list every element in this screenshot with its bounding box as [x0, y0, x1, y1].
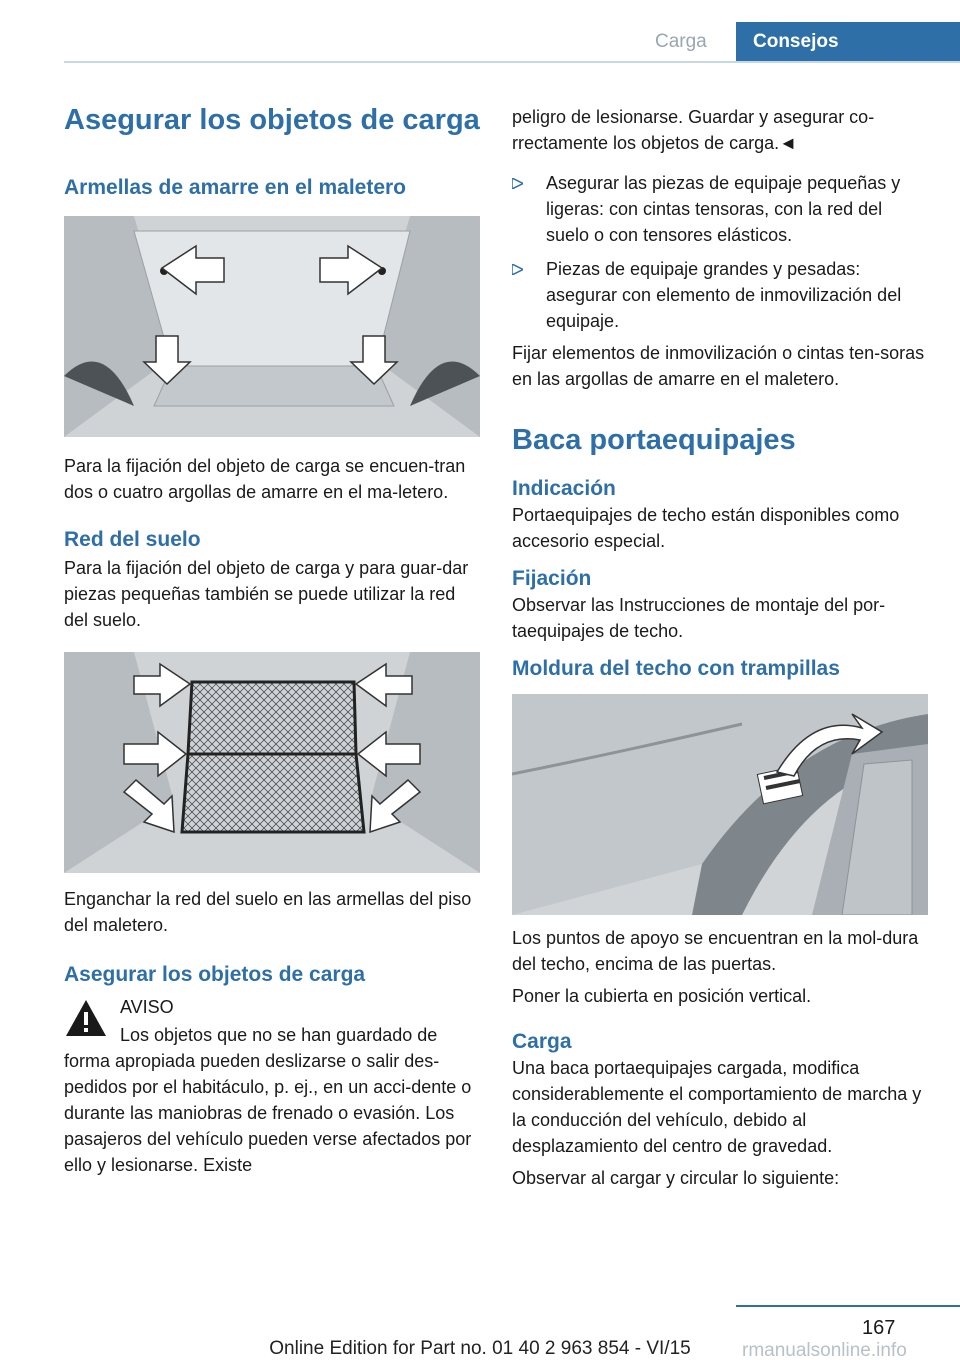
watermark: rmanualsonline.info — [742, 1340, 907, 1361]
subtitle-securing-objects: Asegurar los objetos de carga — [64, 963, 366, 986]
paragraph-observe: Observar al cargar y circular lo siguiente: — [512, 1168, 840, 1188]
roof-moulding-figure — [512, 694, 928, 915]
subtitle-load: Carga — [512, 1030, 572, 1053]
section-label: Carga — [655, 31, 707, 52]
bullet-item: Asegurar las piezas de equipaje pequeñas y ligeras: con cintas tensoras, con la red del suelo o con tensores elásticos. — [512, 170, 928, 248]
header-rule — [64, 61, 960, 63]
paragraph-note: Portaequipajes de techo están disponibles como accesorio especial. — [512, 505, 900, 551]
bullet-item: Piezas de equipaje grandes y pesadas: asegurar con elemento de inmovilización del equipaje. — [512, 256, 928, 334]
page-number: 167 — [862, 1317, 896, 1339]
section-title: Asegurar los objetos de carga — [64, 104, 480, 136]
warning-continuation: peligro de lesionarse. Guardar y asegurar co‐rrectamente los objetos de carga.◄ — [512, 107, 875, 153]
paragraph-support-points: Los puntos de apoyo se encuentran en la mol‐dura del techo, encima de las puertas. — [512, 928, 919, 974]
warning-block — [64, 994, 480, 1048]
subtitle-fixing: Fijación — [512, 567, 592, 590]
page-header — [0, 0, 960, 62]
paragraph-hook-net: Enganchar la red del suelo en las armellas del piso del maletero. — [64, 889, 472, 935]
chapter-tab: Consejos — [736, 22, 960, 62]
warning-text: Los objetos que no se han guardado de forma apropiada pueden deslizarse o salir des‐pedidos por el habitáculo, p. ej., en un acci‐dente o durante las maniobras de frenado o evasión. Los pasajeros del vehículo pueden verse afectados por ello y lesionarse. Existe — [64, 1025, 472, 1175]
subtitle-floor-net: Red del suelo — [64, 528, 201, 551]
paragraph-load: Una baca portaequipajes cargada, modifica considerablemente el comportamiento de marcha y la conducción del vehículo, debido al desplazamiento del centro de gravedad. — [512, 1058, 922, 1156]
section-title-roof-rack: Baca portaequipajes — [512, 424, 796, 456]
triangle-bullet-icon — [512, 178, 523, 189]
left-column — [64, 104, 480, 1178]
subtitle-roof-moulding: Moldura del techo con trampillas — [512, 657, 840, 680]
warning-label: AVISO — [120, 997, 174, 1017]
right-column — [512, 104, 928, 1191]
subtitle-lashing-eyes: Armellas de amarre en el maletero — [64, 176, 407, 199]
paragraph-fixing: Observar las Instrucciones de montaje del por‐taequipajes de techo. — [512, 595, 886, 641]
trunk-lashing-eyes-figure — [64, 216, 480, 437]
paragraph-lashing-eyes: Para la fijación del objeto de carga se encuen‐tran dos o cuatro argollas de amarre en el ma‐letero. — [64, 456, 466, 502]
footer-rule — [736, 1305, 960, 1307]
subtitle-note: Indicación — [512, 477, 616, 500]
bullet-list — [512, 170, 928, 334]
paragraph-fix-elements: Fijar elementos de inmovilización o cintas ten‐soras en las argollas de amarre en el maletero. — [512, 343, 925, 389]
trunk-floor-net-figure — [64, 652, 480, 873]
paragraph-floor-net: Para la fijación del objeto de carga y para guar‐dar piezas pequeñas también se puede utilizar la red del suelo. — [64, 558, 469, 630]
triangle-bullet-icon — [512, 264, 523, 275]
paragraph-vertical-cover: Poner la cubierta en posición vertical. — [512, 986, 812, 1006]
warning-icon — [64, 998, 108, 1038]
warning-text-lead — [120, 1022, 480, 1048]
edition-line: Online Edition for Part no. 01 40 2 963 854 - VI/15 — [269, 1338, 691, 1359]
